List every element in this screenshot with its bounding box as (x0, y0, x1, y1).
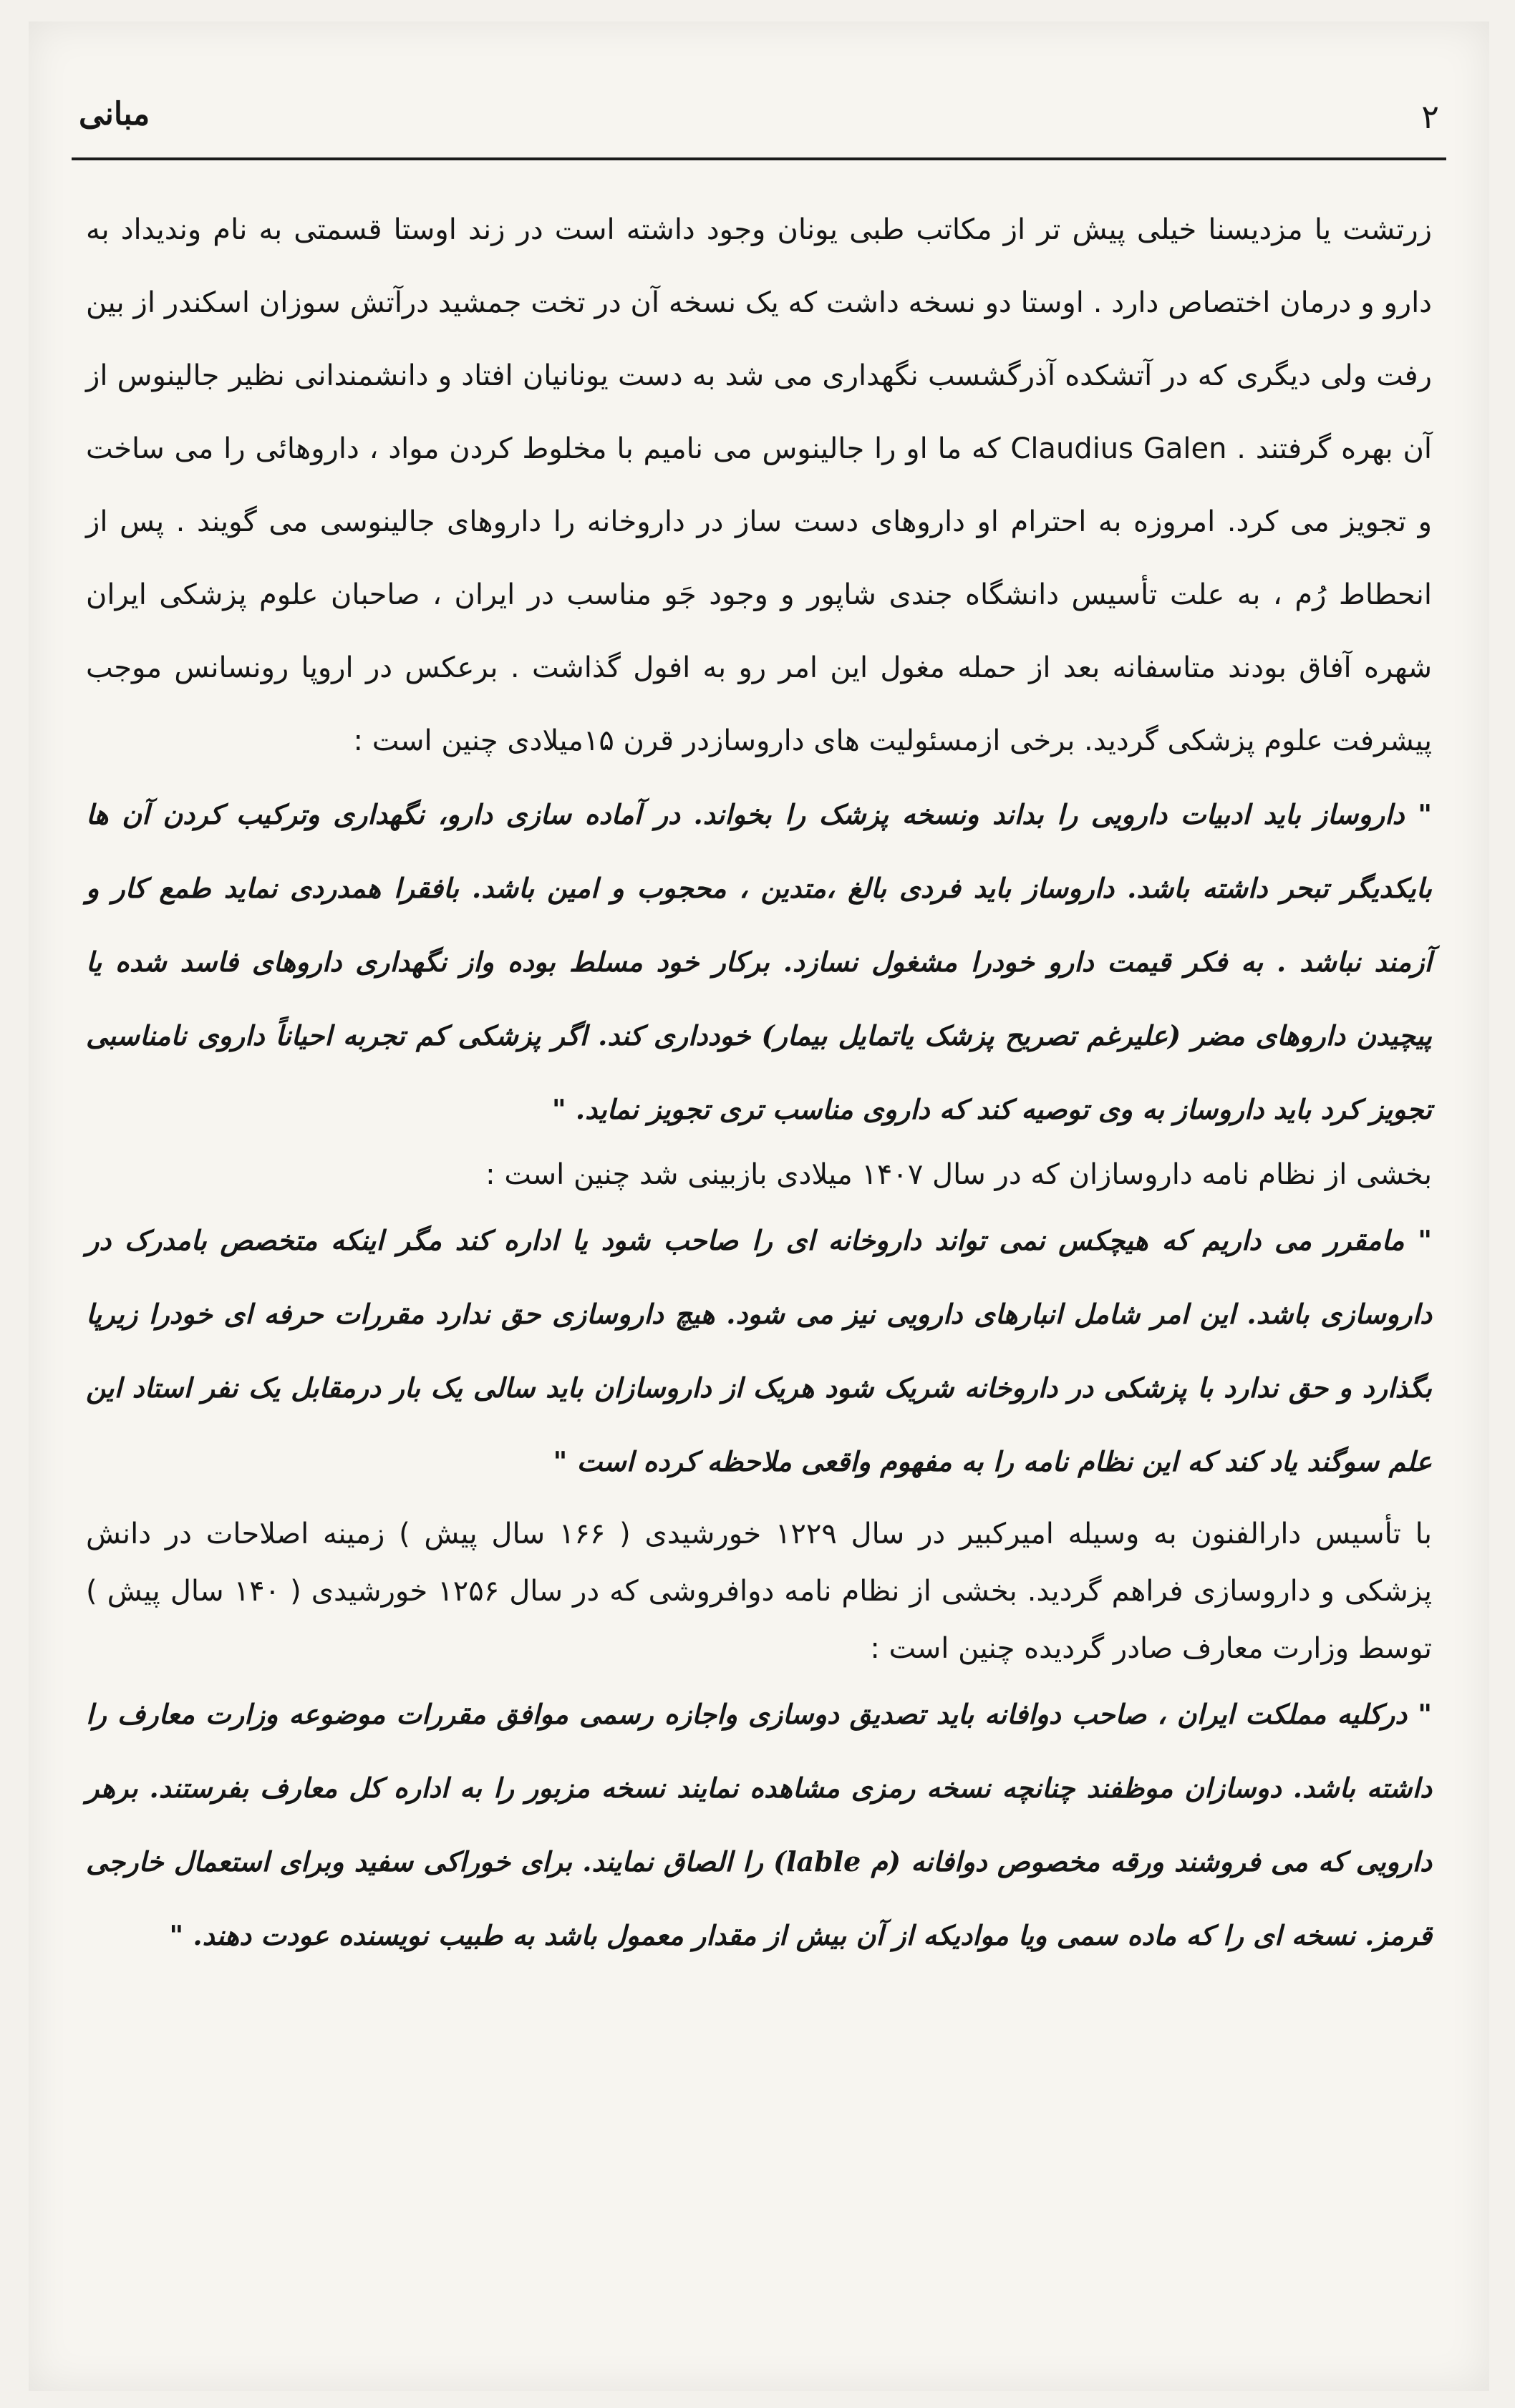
paragraph-darolfonoon: با تأسیس دارالفنون به وسیله امیرکبیر در سال ۱۲۲۹ خورشیدی ( ۱۶۶ سال پیش ) زمینه اصلاحات در دانش پزشکی و داروسازی فراهم گردید. بخشی از نظام نامه دوافروشی که در سال ۱۲۵۶ خورشیدی ( ۱۴۰ سال پیش ) توسط وزارت معارف صادر گردیده چنین است : (86, 1518, 1432, 1665)
quote-1407-regulation: " مامقرر می داریم که هیچکس نمی تواند داروخانه ای را صاحب شود یا اداره کند مگر اینکه متخصص بامدرک در داروسازی باشد. این امر شامل انبارهای دارویی نیز می شود. هیچ داروسازی حق ندارد مقررات حرفه ای خودرا زیرپا بگذارد و حق ندارد با پزشکی در داروخانه شریک شود هریک از داروسازان باید سالی یک بار درمقابل یک نفر استاد این علم سوگند یاد کند که این نظام نامه را به مفهوم واقعی ملاحظه کرده است " (86, 1224, 1432, 1477)
spacer (86, 1498, 1432, 1505)
paragraph-history: زرتشت یا مزدیسنا خیلی پیش تر از مکاتب طبی یونان وجود داشته است در زند اوستا قسمتی به نام وندیداد به دارو و درمان اختصاص دارد . اوستا دو نسخه داشت که یک نسخه آن در تخت جمشید درآتش سوزان اسکندر از بین رفت ولی دیگری که در آتشکده آذرگشسب نگهداری می شد به دست یونانیان افتاد و دانشمندانی نظیر جالینوس از آن بهره گرفتند . Claudius Galen که ما او را جالینوس می نامیم با مخلوط کردن مواد ، داروهائی را می ساخت و تجویز می کرد. امروزه به احترام او داروهای دست ساز در داروخانه را داروهای جالینوسی می گویند . پس از انحطاط رُم ، به علت تأسیس دانشگاه جندی شاپور و وجود جَو مناسب در ایران ، صاحبان علوم پزشکی ایران شهره آفاق بودند متاسفانه بعد از حمله مغول این امر رو به افول گذاشت . برعکس در اروپا رونسانس موجب پیشرفت علوم پزشکی گردید. برخی ازمسئولیت های داروسازدر قرن ۱۵میلادی چنین است : (86, 213, 1433, 757)
quote-15th-century: " داروساز باید ادبیات دارویی را بداند ونسخه پزشک را بخواند. در آماده سازی دارو، نگهداری وترکیب کردن آن ها بایکدیگر تبحر داشته باشد. داروساز باید فردی بالغ ،متدین ، محجوب و امین باشد. بافقرا همدردی نماید طمع کار و آزمند نباشد . به فکر قیمت دارو خودرا مشغول نسازد. برکار خود مسلط بوده واز نگهداری داروهای فاسد شده یا پیچیدن داروهای مضر (علیرغم تصریح پزشک یاتمایل بیمار) خودداری کند. اگر پزشکی کم تجربه احیاناً داروی نامناسبی تجویز کرد باید داروساز به وی توصیه کند که داروی مناسب تری تجویز نماید. " (86, 798, 1432, 1125)
header-rule (72, 157, 1446, 160)
page-number: ۲ (1421, 97, 1439, 136)
running-title: مبانی (79, 96, 150, 132)
page-content (86, 193, 1432, 2348)
quote-1256-regulation: " درکلیه مملکت ایران ، صاحب دوافانه باید تصدیق دوسازی واجازه رسمی موافق مقررات موضوعه وزارت معارف را داشته باشد. دوسازان موظفند چنانچه نسخه رمزی مشاهده نمایند نسخه مزبور را به اداره کل معارف بفرستند. برهر دارویی که می فروشند ورقه مخصوص دوافانه (م lable) را الصاق نمایند. برای خوراکی سفید وبرای استعمال خارجی قرمز. نسخه ای را که ماده سمی ویا موادیکه از آن بیش از مقدار معمول باشد به طبیب نویسنده عودت دهند. " (86, 1698, 1433, 1951)
book-page (29, 21, 1489, 2391)
page-header (79, 93, 1439, 150)
paragraph-1407-intro: بخشی از نظام نامه داروسازان که در سال ۱۴۰۷ میلادی بازبینی شد چنین است : (485, 1158, 1432, 1191)
